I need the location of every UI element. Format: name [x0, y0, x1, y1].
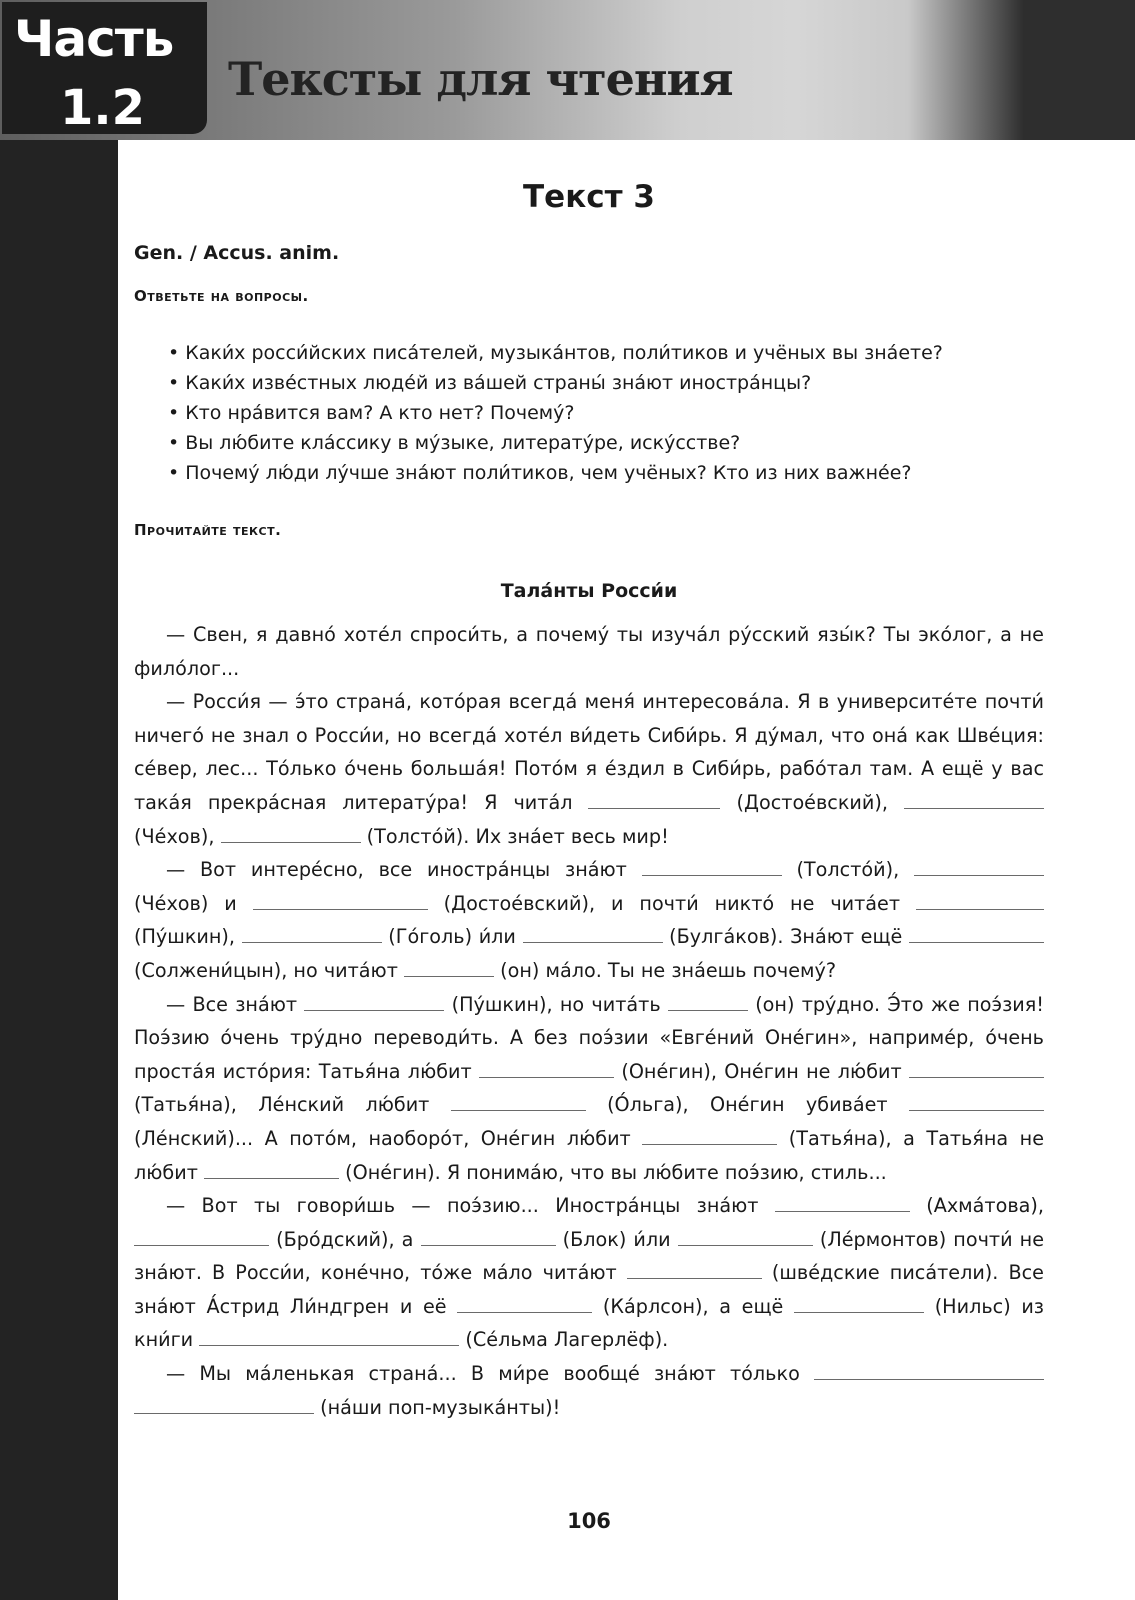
- question-list: [168, 338, 943, 488]
- question-item: • Кто нра́вится вам? А кто нет? Почему́?: [168, 398, 943, 428]
- header-bar: [0, 0, 1135, 140]
- instruction-answer: Ответьте на вопросы.: [134, 287, 309, 305]
- story-text-segment: (Толсто́й),: [796, 858, 900, 882]
- answer-blank[interactable]: [134, 1395, 314, 1414]
- question-item: • Каки́х изве́стных люде́й из ва́шей страны́ зна́ют иностра́нцы?: [168, 368, 943, 398]
- part-label-box: [2, 2, 207, 134]
- story-text-segment: (Че́хов) и: [134, 891, 237, 915]
- story-text-segment: (Достое́вский), и почти́ никто́ не чита́ет: [443, 891, 901, 915]
- side-strip: [0, 140, 118, 1600]
- story-text-segment: (Достое́вский),: [736, 790, 888, 814]
- story-text-segment: (Ле́рмонтов) почти́ не зна́ют. В Росси́и, коне́чно, то́же ма́ло чита́ют: [134, 1227, 1044, 1285]
- answer-blank[interactable]: [627, 1260, 762, 1279]
- story-text-segment: (О́льга), Оне́гин убива́ет: [607, 1093, 888, 1117]
- story-text-segment: (шве́дские писа́тели). Все зна́ют А́стрид Ли́ндгрен и её: [134, 1261, 1044, 1318]
- story-text-segment: (Бро́дский), а: [276, 1227, 414, 1251]
- story-text-segment: (Пу́шкин),: [134, 925, 236, 949]
- story-text-segment: — Росси́я — э́то страна́, кото́рая всегда́ меня́ интересова́ла. Я в университе́те почти́ ничего́ не знал о Росси́и, но всегда́ хоте́л ви́деть Сиби́рь. Я ду́мал, что она́ как Шве́ция: се́вер, лес... То́лько о́чень больша́я! Пото́м я е́здил в Сиби́рь, рабо́тал там. А ещё у вас така́я прекра́сная литерату́ра! Я чита́л: [134, 690, 1044, 814]
- story-paragraph: [134, 853, 1044, 987]
- story-text-segment: (Булга́ков). Зна́ют ещё: [669, 925, 903, 949]
- story-paragraph: [134, 618, 1044, 685]
- story-text-segment: — Мы ма́ленькая страна́... В ми́ре вообще́ зна́ют то́лько: [166, 1362, 800, 1386]
- answer-blank[interactable]: [304, 992, 444, 1011]
- answer-blank[interactable]: [642, 1126, 777, 1145]
- story-paragraph: [134, 988, 1044, 1190]
- section-title: Тексты для чтения: [228, 52, 733, 106]
- answer-blank[interactable]: [909, 1092, 1044, 1111]
- story-text-segment: (Че́хов),: [134, 824, 215, 848]
- story-text-segment: (Солжени́цын), но чита́ют: [134, 958, 398, 982]
- story-text-segment: (Се́льма Лагерлёф).: [465, 1328, 669, 1352]
- story-paragraph: [134, 1189, 1044, 1357]
- story-text-segment: (Нильс) из кни́ги: [134, 1294, 1044, 1352]
- story-text-segment: (Блок) и́ли: [562, 1227, 671, 1251]
- answer-blank[interactable]: [909, 1059, 1044, 1078]
- answer-blank[interactable]: [775, 1193, 910, 1212]
- answer-blank[interactable]: [479, 1059, 614, 1078]
- grammar-label: Gen. / Accus. anim.: [134, 242, 340, 264]
- answer-blank[interactable]: [421, 1227, 556, 1246]
- story-text-segment: — Вот ты говори́шь — поэ́зию... Иностра́нцы зна́ют: [166, 1194, 759, 1218]
- story-text-segment: (Го́голь) и́ли: [388, 925, 516, 949]
- story-title: Тала́нты Росси́и: [500, 580, 678, 602]
- story-text-segment: — Вот интере́сно, все иностра́нцы зна́ют: [166, 858, 627, 882]
- story-text-segment: (Толсто́й). Их зна́ет весь мир!: [366, 824, 669, 848]
- question-item: • Вы лю́бите кла́ссику в му́зыке, литерату́ре, иску́сстве?: [168, 428, 943, 458]
- answer-blank[interactable]: [451, 1092, 586, 1111]
- answer-blank[interactable]: [904, 790, 1044, 809]
- answer-blank[interactable]: [221, 824, 361, 843]
- story-text-segment: (Ка́рлсон), а ещё: [602, 1294, 784, 1318]
- story-text-segment: (он) тру́дно. Э́то же поэ́зия! Поэ́зию о́чень тру́дно переводи́ть. А без поэ́зии «Евге́ний Оне́гин», наприме́р, о́чень проста́я исто́рия: Татья́на лю́бит: [134, 992, 1044, 1083]
- answer-blank[interactable]: [678, 1227, 813, 1246]
- text-title: Текст 3: [523, 179, 655, 215]
- page-number: 106: [567, 1509, 611, 1533]
- answer-blank[interactable]: [794, 1294, 924, 1313]
- story-text-segment: — Все зна́ют: [166, 992, 298, 1016]
- answer-blank[interactable]: [457, 1294, 592, 1313]
- question-item: • Каки́х росси́йских писа́телей, музыка́нтов, поли́тиков и учёных вы зна́ете?: [168, 338, 943, 368]
- answer-blank[interactable]: [204, 1160, 339, 1179]
- answer-blank[interactable]: [134, 1227, 269, 1246]
- instruction-read: Прочитайте текст.: [134, 521, 282, 539]
- story-text-segment: (Татья́на), а Татья́на не лю́бит: [134, 1126, 1044, 1184]
- answer-blank[interactable]: [668, 992, 748, 1011]
- story-text-segment: (Ле́нский)... А пото́м, наоборо́т, Оне́гин лю́бит: [134, 1126, 631, 1150]
- answer-blank[interactable]: [253, 891, 428, 910]
- answer-blank[interactable]: [199, 1327, 459, 1346]
- story-text-segment: (Татья́на), Ле́нский лю́бит: [134, 1093, 430, 1117]
- answer-blank[interactable]: [404, 958, 494, 977]
- answer-blank[interactable]: [914, 857, 1044, 876]
- story-text-segment: (Пу́шкин), но чита́ть: [451, 992, 661, 1016]
- answer-blank[interactable]: [588, 790, 720, 809]
- answer-blank[interactable]: [916, 891, 1044, 910]
- answer-blank[interactable]: [642, 857, 782, 876]
- story-paragraph: [134, 685, 1044, 853]
- answer-blank[interactable]: [242, 924, 382, 943]
- story-text-segment: (он) ма́ло. Ты не зна́ешь почему́?: [500, 958, 837, 982]
- story-text-segment: (Оне́гин), Оне́гин не лю́бит: [621, 1059, 902, 1083]
- story-paragraph: [134, 1357, 1044, 1424]
- part-number: 1.2: [60, 80, 146, 136]
- story-text-segment: (Ахма́това),: [926, 1194, 1044, 1218]
- answer-blank[interactable]: [909, 924, 1044, 943]
- story-text: [134, 618, 1044, 1424]
- story-text-segment: — Свен, я давно́ хоте́л спроси́ть, а почему́ ты изуча́л ру́сский язы́к? Ты эко́лог, а не фило́лог...: [134, 623, 1044, 680]
- part-word: Часть: [14, 10, 174, 68]
- answer-blank[interactable]: [814, 1361, 1044, 1380]
- story-text-segment: (на́ши поп-музыка́нты)!: [320, 1395, 561, 1419]
- question-item: • Почему́ лю́ди лу́чше зна́ют поли́тиков, чем учёных? Кто из них важне́е?: [168, 458, 943, 488]
- story-text-segment: (Оне́гин). Я понима́ю, что вы лю́бите поэ́зию, стиль...: [345, 1160, 887, 1184]
- answer-blank[interactable]: [523, 924, 663, 943]
